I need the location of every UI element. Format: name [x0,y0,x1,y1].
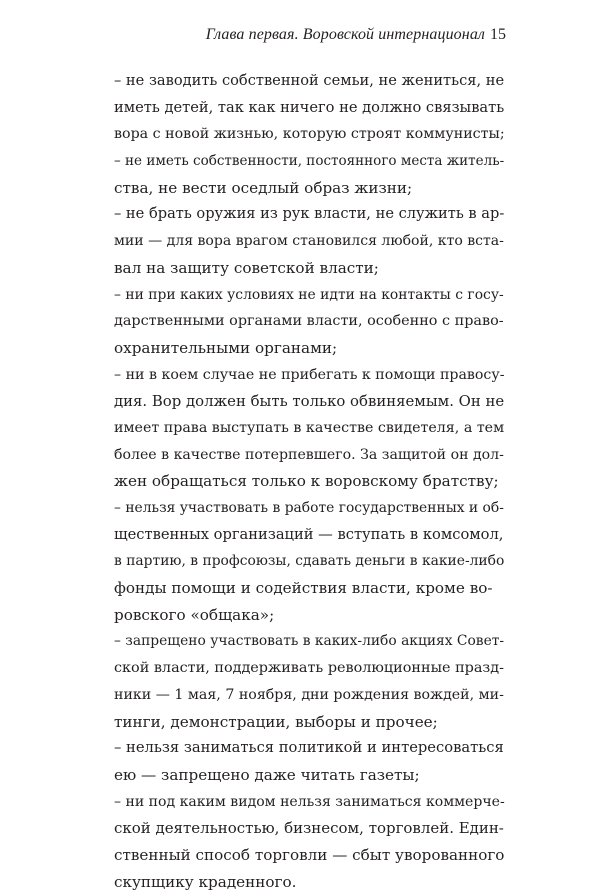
text-line: фонды помощи и содействия власти, кроме во- [114,579,493,598]
body-text [114,68,504,895]
text-line: – не заводить собственной семьи, не жениться, не [114,72,505,89]
text-line: ею — запрещено даже читать газеты; [114,765,420,784]
text-line: – запрещено участвовать в каких-либо акциях Совет- [114,633,505,650]
text-line: вал на защиту советской власти; [114,258,379,277]
text-line: имеет права выступать в качестве свидетеля, а тем [114,419,505,436]
running-header: Глава первая. Воровской интернационал [205,26,485,43]
text-line: – нельзя заниматься политикой и интересоваться [114,739,504,757]
text-line: вора с новой жизнью, которую строят коммунисты; [114,126,505,143]
text-line: тинги, демонстрации, выборы и прочее; [114,712,438,731]
text-line: ской деятельностью, бизнесом, торговлей. Един- [114,819,504,838]
text-line: дия. Вор должен быть только обвиняемым. Он не [114,392,505,411]
text-line: мии — для вора врагом становился любой, кто вста- [114,233,504,250]
text-line: жен обращаться только к воровскому братству; [114,472,499,491]
text-line: ровского «общака»; [114,605,275,624]
text-line: ской власти, поддерживать революционные празд- [114,660,504,677]
text-line: – ни в коем случае не прибегать к помощи правосу- [114,366,505,383]
text-line: ники — 1 мая, 7 ноября, дни рождения вождей, ми- [114,686,504,703]
text-line: в партию, в профсоюзы, сдавать деньги в какие-либо [114,553,505,570]
text-line: щественных организаций — вступать в комсомол, [114,525,504,543]
text-line: дарственными органами власти, особенно с право- [114,313,504,330]
text-line: ства, не вести оседлый образ жизни; [114,178,413,197]
text-line: – не иметь собственности, постоянного места житель- [114,153,505,170]
text-line: скупщику краденного. [114,872,297,891]
page-number: 15 [490,26,506,43]
text-line: – не брать оружия из рук власти, не служить в ар- [114,205,505,223]
text-line: – нельзя участвовать в работе государственных и об- [114,500,504,516]
text-line: более в качестве потерпевшего. За защитой он дол- [114,446,504,463]
text-line: охранительными органами; [114,338,338,357]
text-line: – ни под каким видом нельзя заниматься коммерче- [114,793,505,810]
text-line: – ни при каких условиях не идти на контакты с госу- [114,286,504,303]
text-line: ственный способ торговли — сбыт уворованного [114,845,505,864]
text-line: иметь детей, так как ничего не должно связывать [114,98,505,116]
